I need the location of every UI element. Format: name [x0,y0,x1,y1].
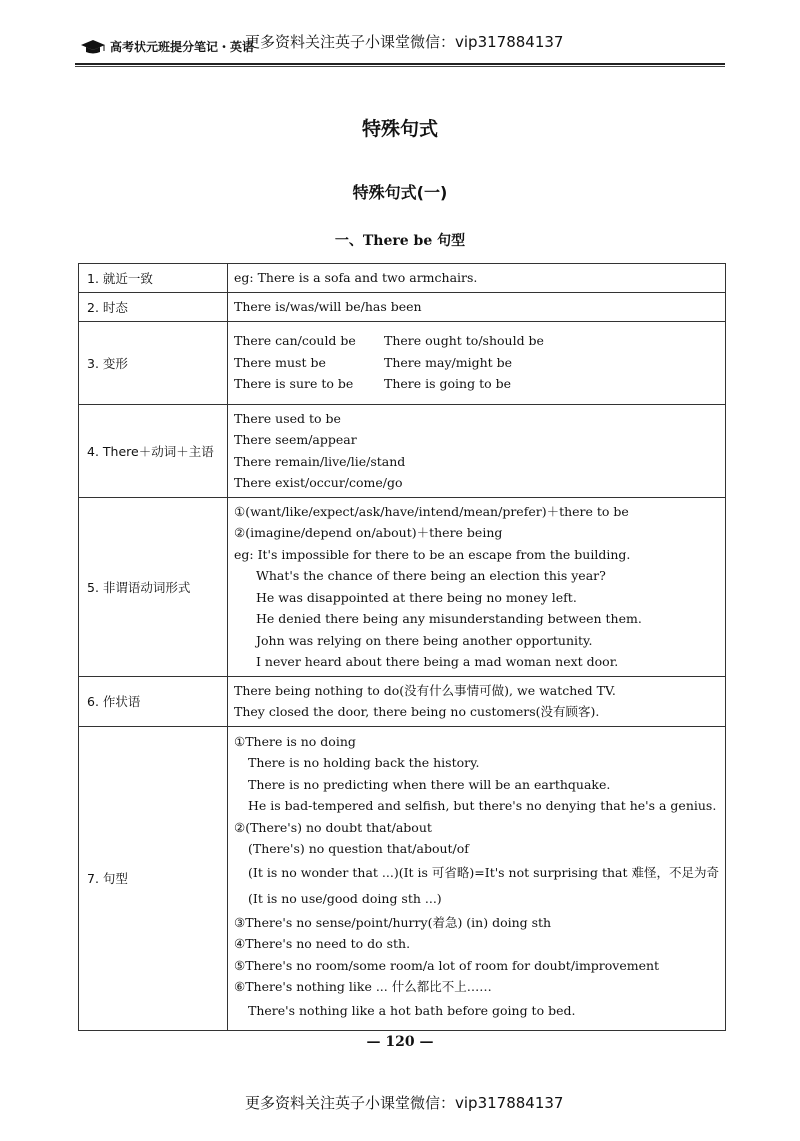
row-label: 6. 作状语 [79,676,228,726]
row-label: 3. 变形 [79,321,228,404]
example-line: There seem/appear [234,432,357,447]
example-line: eg: There is a sofa and two armchairs. [234,270,478,285]
brand-text: 高考状元班提分笔记・英语 [110,40,255,54]
brand-header [80,38,254,55]
example-line: I never heard about there being a mad woman next door. [256,654,619,669]
watermark-top: 更多资料关注英子小课堂微信：vip317884137 [245,33,564,51]
row-content [228,676,726,726]
row-label: 2. 时态 [79,292,228,321]
example-line: There is no predicting when there will be an earthquake. [248,776,611,792]
example-line: There exist/occur/come/go [234,475,403,490]
variant-left: There must be [234,354,326,370]
example-line: (There's) no question that/about/of [248,841,469,856]
example-line: eg: It's impossible for there to be an escape from the building. [234,546,631,562]
example-line: ②(There's) no doubt that/about [234,819,432,835]
variant-left: There can/could be [234,333,356,349]
example-line: ①There is no doing [234,733,356,749]
row-label: 1. 就近一致 [79,264,228,293]
table-row [79,676,726,726]
page-number: — 120 — [366,1034,434,1050]
example-line: ②(imagine/depend on/about)＋there being [234,525,503,540]
variant-left: There is sure to be [234,376,354,392]
row-label: 4. There＋动词＋主语 [79,404,228,497]
row-label: 5. 非谓语动词形式 [79,497,228,676]
row-content [228,321,726,404]
variant-pair [234,330,719,352]
row-content [228,404,726,497]
table-row [79,404,726,497]
header-rule-thin [75,66,725,67]
example-line: There's nothing like a hot bath before going to bed. [248,1002,576,1018]
row-content [228,264,726,293]
variant-pair [234,373,719,395]
example-line: There being nothing to do(没有什么事情可做), we watched TV. [234,682,616,698]
watermark-bottom: 更多资料关注英子小课堂微信：vip317884137 [245,1094,564,1112]
row-content [228,292,726,321]
example-line: John was relying on there being another opportunity. [256,632,593,648]
subtitle: 特殊句式(一) [352,183,448,202]
page-title: 特殊句式 [361,118,438,140]
variant-right: There may/might be [384,354,513,370]
example-line: They closed the door, there being no customers(没有顾客). [234,704,600,719]
variant-pair [234,352,719,374]
example-line: ⑥There's nothing like ... 什么都比不上…… [234,979,492,994]
example-line: He is bad-tempered and selfish, but there's no denying that he's a genius. [248,798,717,813]
example-line: ①(want/like/expect/ask/have/intend/mean/prefer)＋there to be [234,503,629,519]
variant-right: There ought to/should be [384,333,544,349]
row-label: 7. 句型 [79,726,228,1030]
example-line: (It is no use/good doing sth ...) [248,890,442,906]
section-title: 一、There be 句型 [334,233,466,249]
example-line: There remain/live/lie/stand [234,453,406,469]
example-line: He was disappointed at there being no money left. [256,589,577,605]
example-line: ⑤There's no room/some room/a lot of room for doubt/improvement [234,957,660,973]
table-row [79,726,726,1030]
graduation-cap-icon [80,39,106,55]
example-line: There is/was/will be/has been [234,298,422,314]
example-line: (It is no wonder that ...)(It is 可省略)=It's not surprising that 难怪，不足为奇 [248,864,719,880]
example-line: There is no holding back the history. [248,755,480,770]
table-row [79,292,726,321]
example-line: He denied there being any misunderstanding between them. [256,611,642,626]
example-line: ③There's no sense/point/hurry(着急) (in) doing sth [234,914,552,930]
example-line: ④There's no need to do sth. [234,936,411,951]
header-rule [75,63,725,65]
example-line: What's the chance of there being an election this year? [256,568,606,583]
row-content [228,726,726,1030]
variant-right: There is going to be [384,376,512,392]
example-line: There used to be [234,410,341,426]
table-row [79,497,726,676]
table-row [79,321,726,404]
row-content [228,497,726,676]
grammar-table [78,263,726,1031]
table-row [79,264,726,293]
